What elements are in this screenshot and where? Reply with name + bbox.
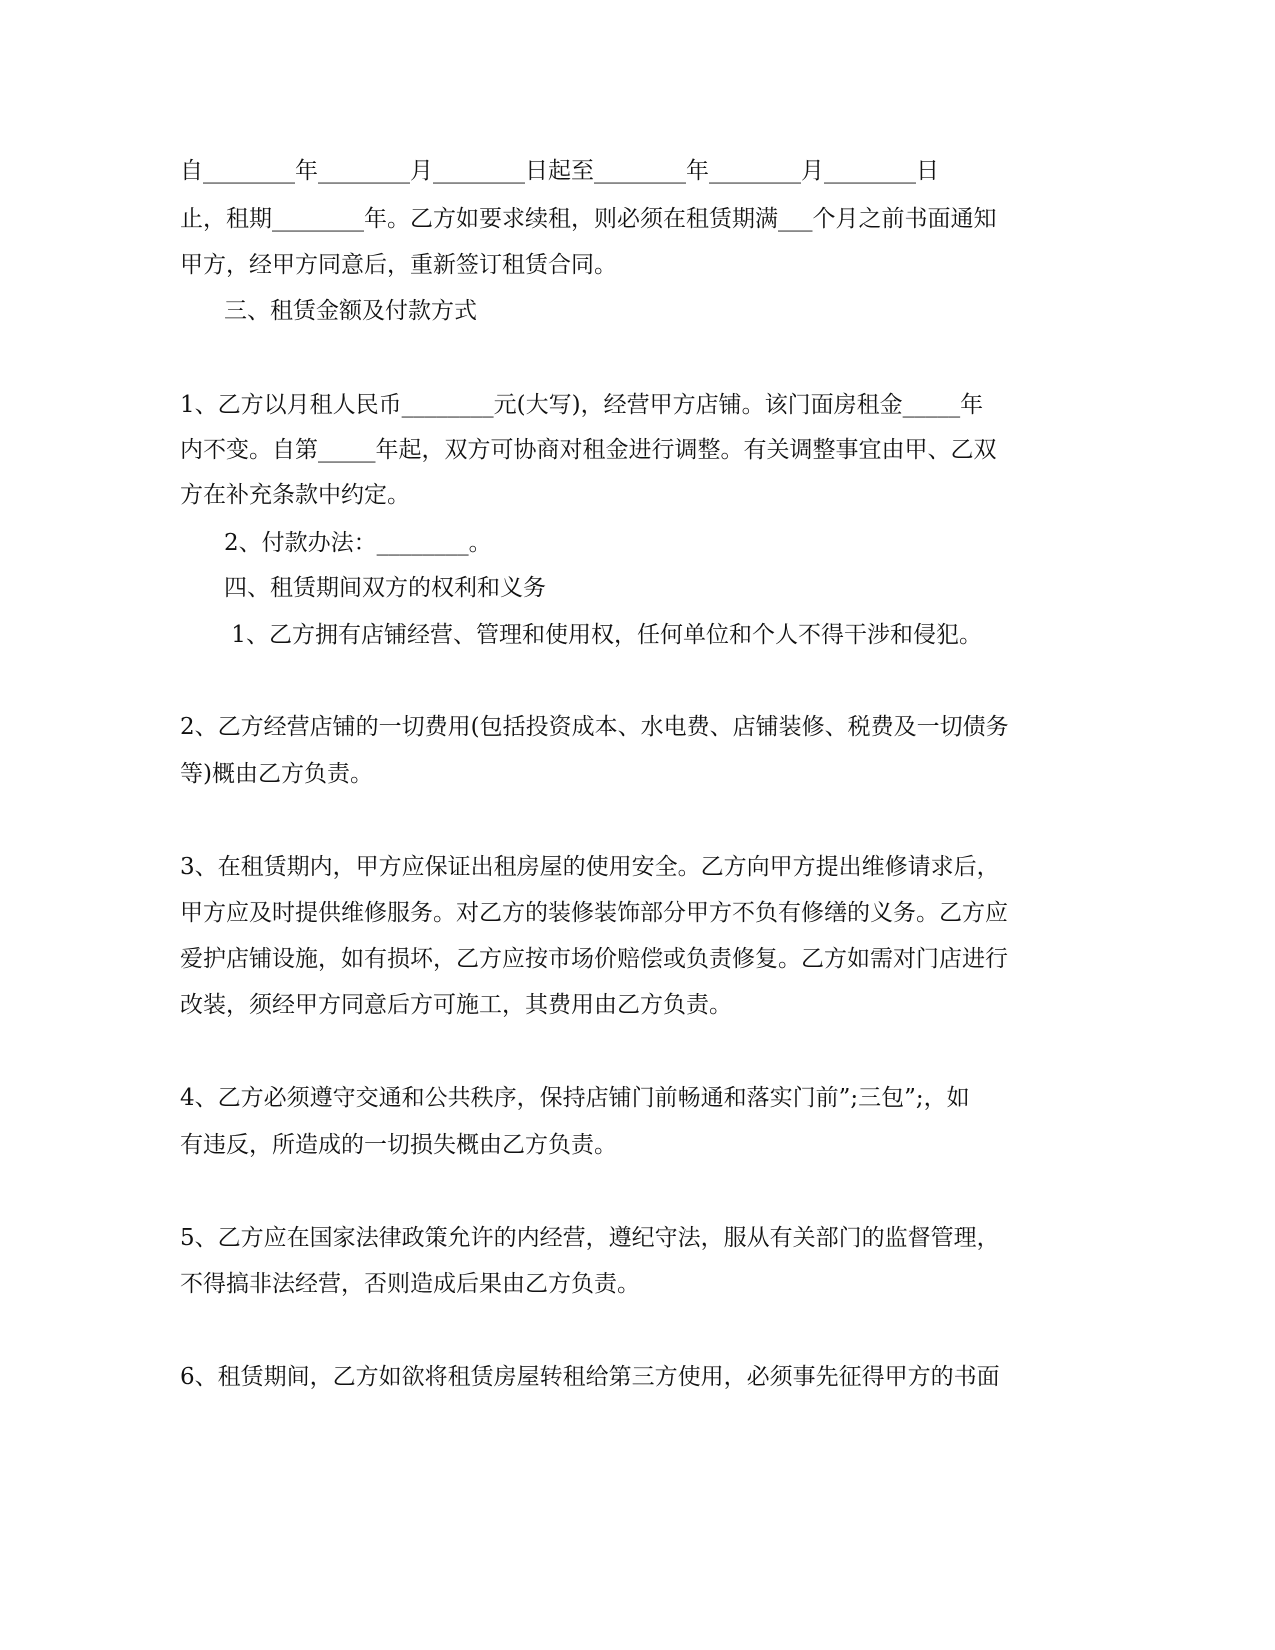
text-line: 甲方，经甲方同意后，重新签订租赁合同。 <box>180 252 617 278</box>
text-line: 爱护店铺设施，如有损坏，乙方应按市场价赔偿或负责修复。乙方如需对门店进行 <box>180 946 1008 972</box>
section-heading: 四、租赁期间双方的权利和义务 <box>224 575 546 601</box>
text-line: 改装，须经甲方同意后方可施工，其费用由乙方负责。 <box>180 992 732 1018</box>
text-line: 有违反，所造成的一切损失概由乙方负责。 <box>180 1132 617 1158</box>
text-line: 2、乙方经营店铺的一切费用(包括投资成本、水电费、店铺装修、税费及一切债务 <box>180 714 1009 740</box>
text-line: 2、付款办法：________。 <box>224 530 492 556</box>
text-line: 3、在租赁期内，甲方应保证出租房屋的使用安全。乙方向甲方提出维修请求后， <box>180 854 1000 880</box>
text-line: 5、乙方应在国家法律政策允许的内经营，遵纪守法，服从有关部门的监督管理， <box>180 1225 1000 1251</box>
text-line: 甲方应及时提供维修服务。对乙方的装修装饰部分甲方不负有修缮的义务。乙方应 <box>180 900 1008 926</box>
text-line: 6、租赁期间，乙方如欲将租赁房屋转租给第三方使用，必须事先征得甲方的书面 <box>180 1364 1000 1390</box>
text-line: 1、乙方以月租人民币________元(大写)，经营甲方店铺。该门面房租金_____年 <box>180 392 984 418</box>
text-line: 4、乙方必须遵守交通和公共秩序，保持店铺门前畅通和落实门前”;三包”;，如 <box>180 1085 970 1111</box>
text-line: 1、乙方拥有店铺经营、管理和使用权，任何单位和个人不得干涉和侵犯。 <box>224 622 982 648</box>
text-line: 内不变。自第_____年起，双方可协商对租金进行调整。有关调整事宜由甲、乙双 <box>180 437 997 463</box>
section-heading: 三、租赁金额及付款方式 <box>224 298 477 324</box>
text-line: 止，租期________年。乙方如要求续租，则必须在租赁期满___个月之前书面通知 <box>180 206 997 232</box>
text-line: 等)概由乙方负责。 <box>180 761 373 787</box>
text-line: 自________年________月________日起至________年________月________日 <box>180 158 939 184</box>
text-line: 不得搞非法经营，否则造成后果由乙方负责。 <box>180 1271 640 1297</box>
text-line: 方在补充条款中约定。 <box>180 482 410 508</box>
